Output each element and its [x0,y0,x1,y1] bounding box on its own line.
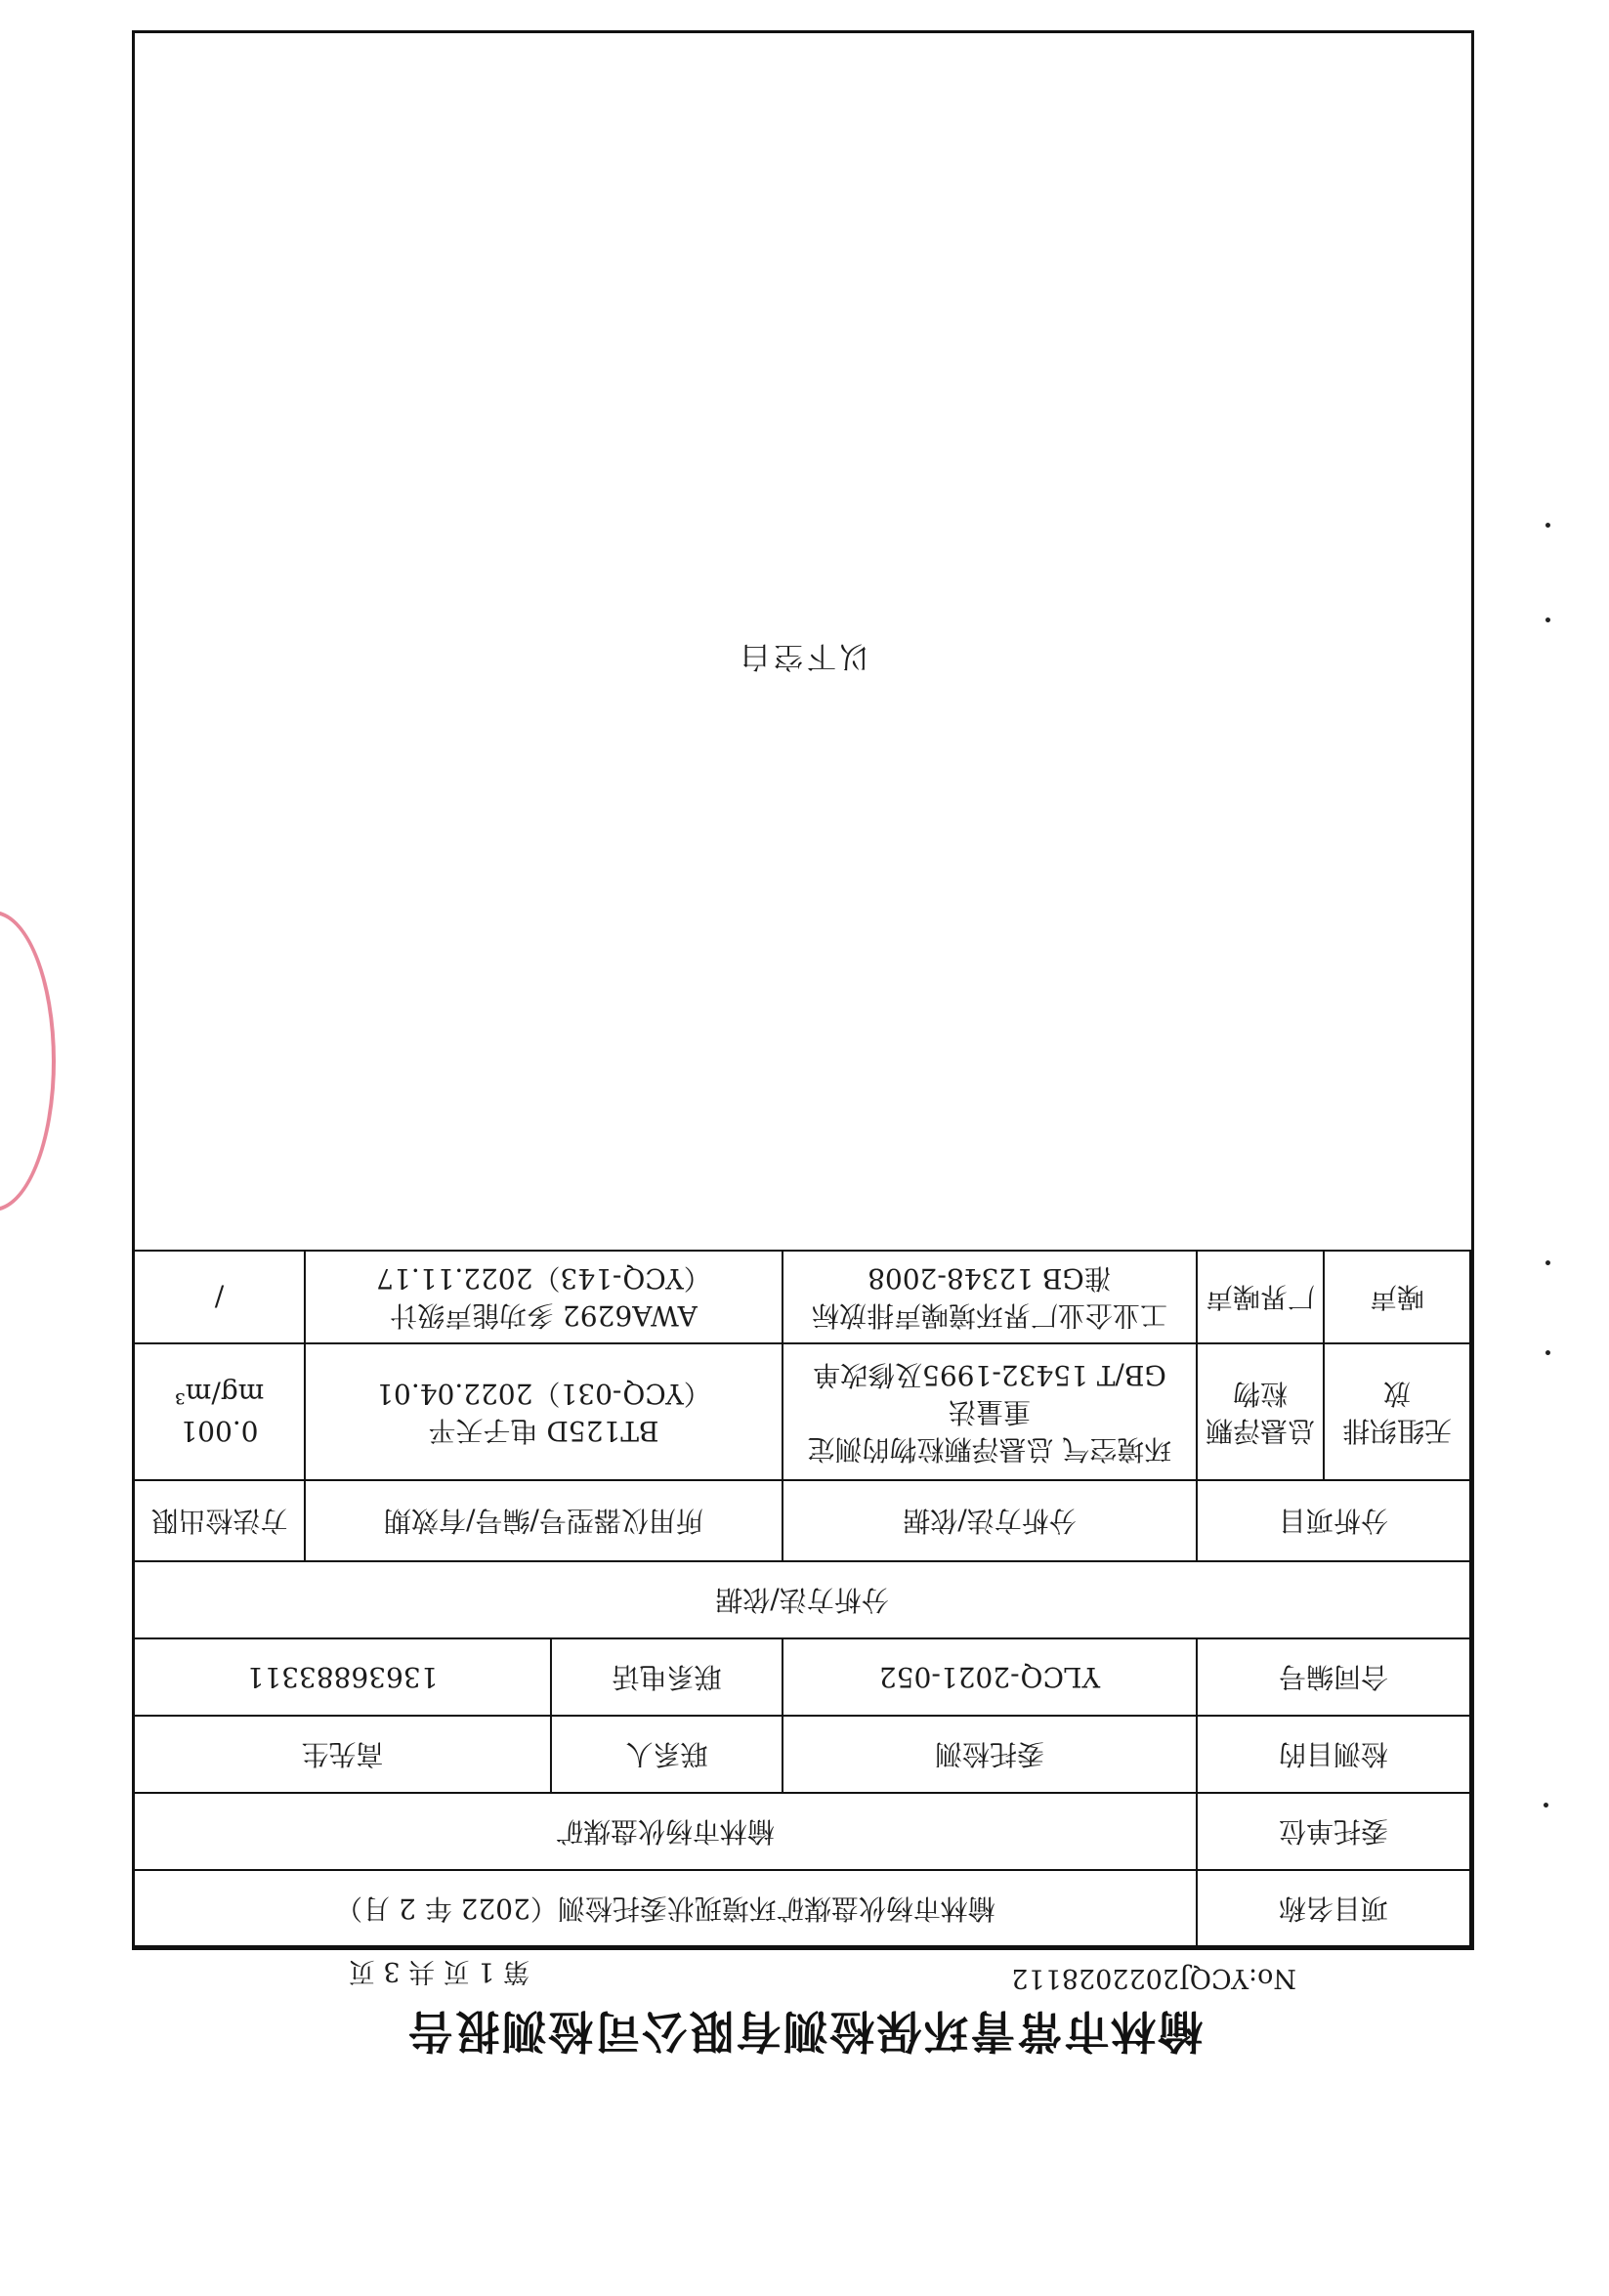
row-instrument-line: （YCQ-031）2022.04.01 [376,1378,711,1410]
col-header-instrument: 所用仪器型号/编号/有效期 [305,1480,783,1561]
report-number: No:YCQJ2022028112 [1011,1963,1296,1993]
row-method-line: 重量法 [948,1395,1031,1428]
col-header-item: 分析项目 [1197,1480,1470,1561]
row-method-line: 准GB 12348-2008 [868,1262,1112,1296]
col-header-method: 分析方法/依据 [783,1480,1197,1561]
contract-value: YLCQ-2021-052 [783,1638,1197,1716]
contact-value: 高先生 [134,1716,551,1793]
row-category: 无组织排放 [1324,1343,1470,1480]
table-row [134,1638,1470,1716]
report-frame [132,30,1474,1950]
purpose-label: 检测目的 [1197,1716,1470,1793]
binding-mark [1545,617,1550,622]
report-title: 榆林市常青环保检测有限公司检测报告 [405,2005,1204,2058]
row-instrument [305,1251,783,1343]
table-row [134,1343,1470,1480]
purpose-value: 委托检测 [783,1716,1197,1793]
row-method [783,1251,1197,1343]
table-row [134,1793,1470,1870]
table-row [134,1480,1470,1561]
blank-area [135,33,1471,1194]
project-name-value: 榆林市杨伙盘煤矿环境现状委托检测（2022 年 2 月） [134,1870,1197,1946]
binding-mark [1545,1350,1550,1355]
client-value: 榆林市杨伙盘煤矿 [134,1793,1197,1870]
report-table [133,1250,1471,1947]
row-instrument-line: BT125D 电子天平 [428,1414,659,1447]
row-item: 厂界噪声 [1197,1251,1324,1343]
binding-mark [1545,523,1550,528]
contact-label: 联系人 [551,1716,783,1793]
project-name-label: 项目名称 [1197,1870,1470,1946]
row-limit: 0.001 mg/m³ [134,1343,305,1480]
table-row [134,1561,1470,1638]
row-item: 总悬浮颗粒物 [1197,1343,1324,1480]
row-method [783,1343,1197,1480]
table-row [134,1716,1470,1793]
row-method-line: 工业企业厂界环境噪声排放标 [811,1299,1167,1333]
analysis-section-title: 分析方法/依据 [134,1561,1470,1638]
row-limit: / [134,1251,305,1343]
contract-label: 合同编号 [1197,1638,1470,1716]
row-method-line: 环境空气 总悬浮颗粒物的测定 [807,1432,1172,1466]
col-header-limit: 方法检出限 [134,1480,305,1561]
binding-mark [1544,1803,1548,1807]
end-mark: 以下空白 [737,639,869,673]
table-row [134,1251,1470,1343]
row-instrument-line: （YCQ-143）2022.11.17 [376,1262,711,1296]
row-instrument-line: AWA6292 多功能声级计 [390,1299,698,1333]
row-instrument [305,1343,783,1480]
row-method-line: GB/T 15432-1995及修改单 [813,1359,1166,1392]
client-label: 委托单位 [1197,1793,1470,1870]
phone-label: 联系电话 [551,1638,783,1716]
seal-stamp [0,911,56,1212]
binding-mark [1545,1260,1550,1265]
phone-value: 13636883311 [134,1638,551,1716]
table-row [134,1870,1470,1946]
page-info: 第 1 页 共 3 页 [348,1956,529,1986]
row-category: 噪声 [1324,1251,1470,1343]
